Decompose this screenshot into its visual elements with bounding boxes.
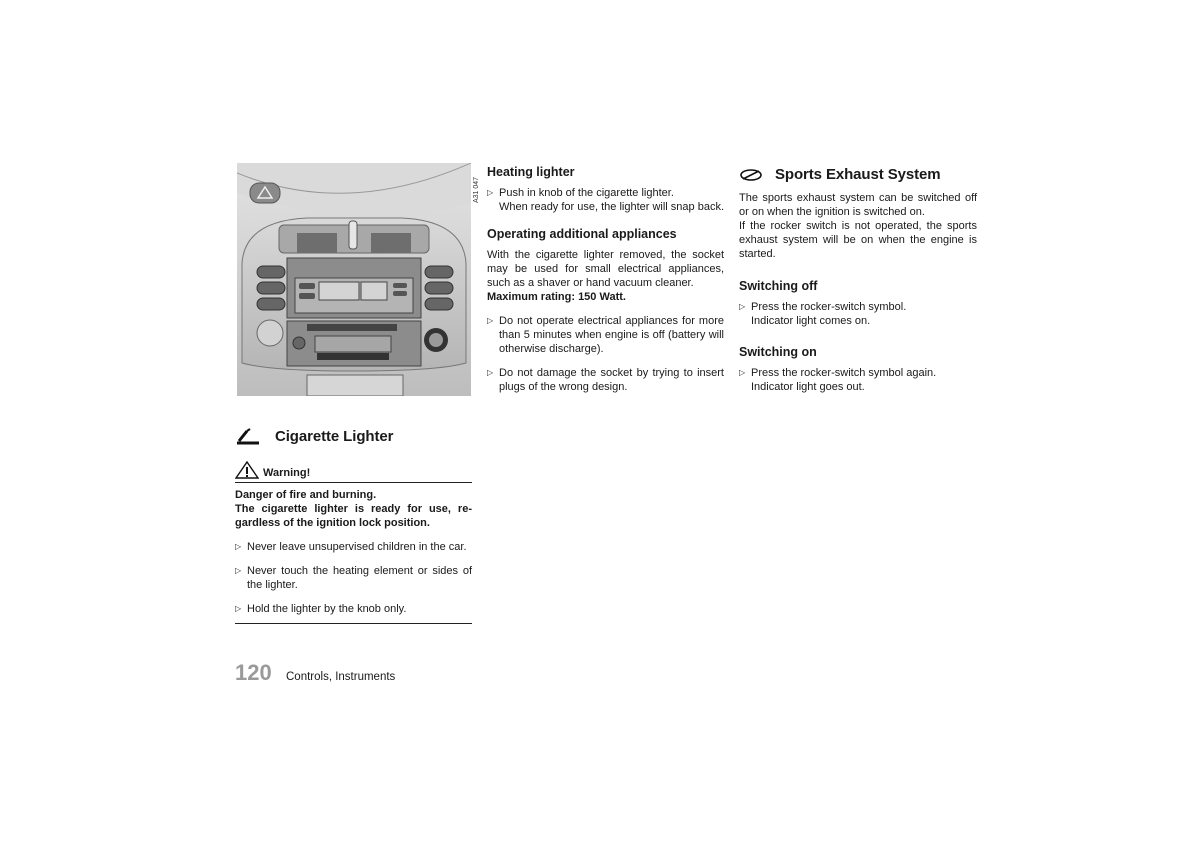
list-item: ▷ Press the rocker-switch symbol. Indicator light comes on. [739,301,907,327]
sports-exhaust-section [739,166,977,394]
list-item: ▷ Do not operate electrical appliances for more than 5 minutes when engine is off (battery will otherwise discharge). [487,315,724,355]
section-title: Cigarette Lighter [275,427,394,445]
warning-label: Warning! [263,467,311,479]
paragraph: The sports exhaust system can be switched off or on when the ignition is switched on. [739,192,977,218]
warning-box [235,461,472,624]
figure-code: A31 047 [473,176,480,203]
list-item: ▷ Push in knob of the cigarette lighter. When ready for use, the lighter will snap back. [487,187,725,213]
divider [235,623,472,624]
page-number: 120 [235,660,272,685]
list-item: ▷ Hold the lighter by the knob only. [235,603,407,615]
paragraph: With the cigarette lighter removed, the socket may be used for small electrical appliances, such as a shaver or hand vacuum cleaner. [487,249,724,289]
list-item: ▷ Never leave unsupervised children in the car. [235,541,467,553]
list-item: ▷ Do not damage the socket by trying to insert plugs of the wrong design. [487,367,724,393]
exhaust-pipe-icon [739,167,763,183]
divider [235,482,472,483]
warning-line2: The cigarette lighter is ready for use, re-gardless of the ignition lock position. [235,503,472,529]
center-console-illustration [237,163,471,396]
subheading: Switching on [739,345,817,359]
warning-triangle-icon [235,461,259,479]
section-title: Sports Exhaust System [775,166,941,183]
paragraph: If the rocker switch is not operated, the sports exhaust system will be on when the engine is started. [739,220,977,260]
cigarette-lighter-section [235,427,472,445]
cigarette-lighter-icon [235,427,261,445]
max-rating: Maximum rating: 150 Watt. [487,291,626,303]
section-name: Controls, Instruments [286,671,396,683]
subheading: Heating lighter [487,165,575,179]
subheading: Switching off [739,279,818,293]
subheading: Operating additional appliances [487,227,677,241]
list-item: ▷ Press the rocker-switch symbol again. Indicator light goes out. [739,367,937,393]
warning-line1: Danger of fire and burning. [235,489,377,501]
list-item: ▷ Never touch the heating element or sides of the lighter. [235,565,472,591]
heating-lighter-section [487,165,724,394]
